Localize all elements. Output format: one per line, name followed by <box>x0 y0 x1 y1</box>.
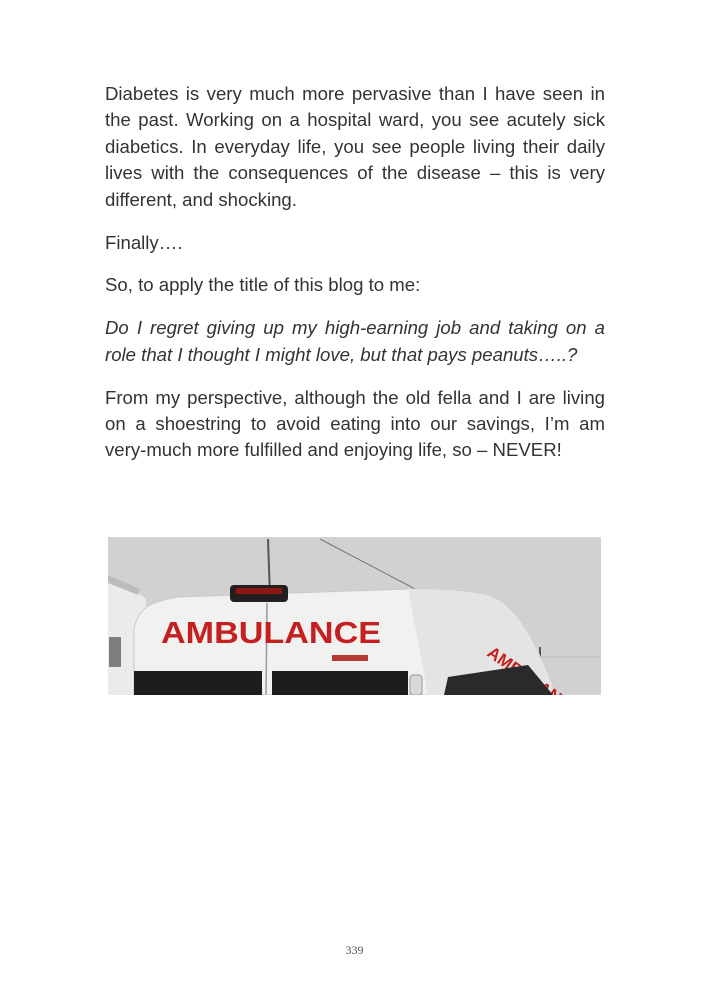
sticker <box>332 655 368 661</box>
paragraph-finally: Finally…. <box>105 231 183 253</box>
ambulance-photo <box>108 537 601 695</box>
page-number: 339 <box>345 943 364 957</box>
brake-light-lens <box>236 588 282 594</box>
rear-window-right <box>272 671 408 695</box>
building-window <box>109 637 121 667</box>
ambulance-sign: AMBULANCE <box>161 615 381 650</box>
paragraph-question: Do I regret giving up my high-earning job and taking on a role that I thought I might love, but that pays peanuts…..? <box>105 317 605 365</box>
door-hinge <box>410 675 422 695</box>
body-text <box>105 81 605 480</box>
rear-window-left <box>134 671 262 695</box>
paragraph-blog-title: So, to apply the title of this blog to me: <box>105 274 421 296</box>
paragraph-conclusion: From my perspective, although the old fella and I are living on a shoestring to avoid eating into our savings, I’m am very-much more fulfilled and enjoying life, so – NEVER! <box>105 386 605 461</box>
paragraph-diabetes: Diabetes is very much more pervasive than I have seen in the past. Working on a hospital ward, you see acutely sick diabetics. In everyday life, you see people living their daily lives with the consequences of the disease – this is very different, and shocking. <box>105 83 605 210</box>
